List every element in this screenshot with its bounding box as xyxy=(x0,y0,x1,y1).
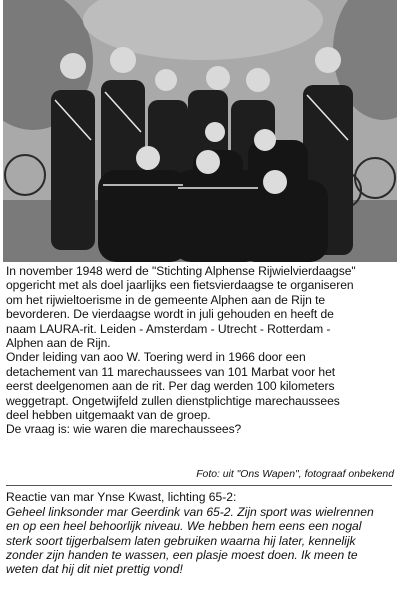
article-line: deel hebben uitgemaakt van de groep. xyxy=(6,408,211,423)
article-line: Alphen aan de Rijn. xyxy=(6,336,111,351)
reaction-line: sterk soort tijgerbalsem laten gebruiken waarna hij later, kennelijk xyxy=(6,533,356,548)
article-line: bevorderen. De vierdaagse wordt in juli gehouden en heeft de xyxy=(6,307,334,322)
group-photo-icon xyxy=(3,0,397,262)
article-line: Onder leiding van aoo W. Toering werd in 1966 door een xyxy=(6,350,306,365)
divider xyxy=(6,485,392,486)
reaction-line: en op een heel behoorlijk niveau. We hebben hem eens een nogal xyxy=(6,519,362,534)
reaction-line: weten dat hij dit niet prettig vond! xyxy=(6,562,183,577)
photo-caption: Foto: uit "Ons Wapen", fotograaf onbekend xyxy=(196,469,394,480)
reaction-line: zonder zijn handen te wassen, een plasje moest doen. Ik meen te xyxy=(6,547,358,562)
reaction-text xyxy=(6,505,396,576)
article-line: weggetrapt. Ongetwijfeld zullen dienstplichtige marechaussees xyxy=(6,393,340,408)
article-line: naam LAURA-rit. Leiden - Amsterdam - Utrecht - Rotterdam - xyxy=(6,321,331,336)
article-line: In november 1948 werd de "Stichting Alphense Rijwielvierdaagse" xyxy=(6,264,356,278)
reaction-line: Geheel linksonder mar Geerdink van 65-2. Zijn sport was wielrennen xyxy=(6,505,374,519)
article-line: De vraag is: wie waren die marechaussees? xyxy=(6,422,242,437)
group-photo xyxy=(3,0,397,262)
article-text xyxy=(6,264,396,437)
article-line: opgericht met als doel jaarlijks een fietsvierdaagse te organiseren xyxy=(6,278,354,293)
article-line: eerst deelgenomen aan de rit. Per dag werden 100 kilometers xyxy=(6,379,335,394)
reaction-heading: Reactie van mar Ynse Kwast, lichting 65-2: xyxy=(6,490,237,504)
article-line: detachement van 11 marechaussees van 101 Marbat voor het xyxy=(6,364,336,379)
article-line: om het rijwieltoerisme in de gemeente Alphen aan de Rijn te xyxy=(6,292,326,307)
